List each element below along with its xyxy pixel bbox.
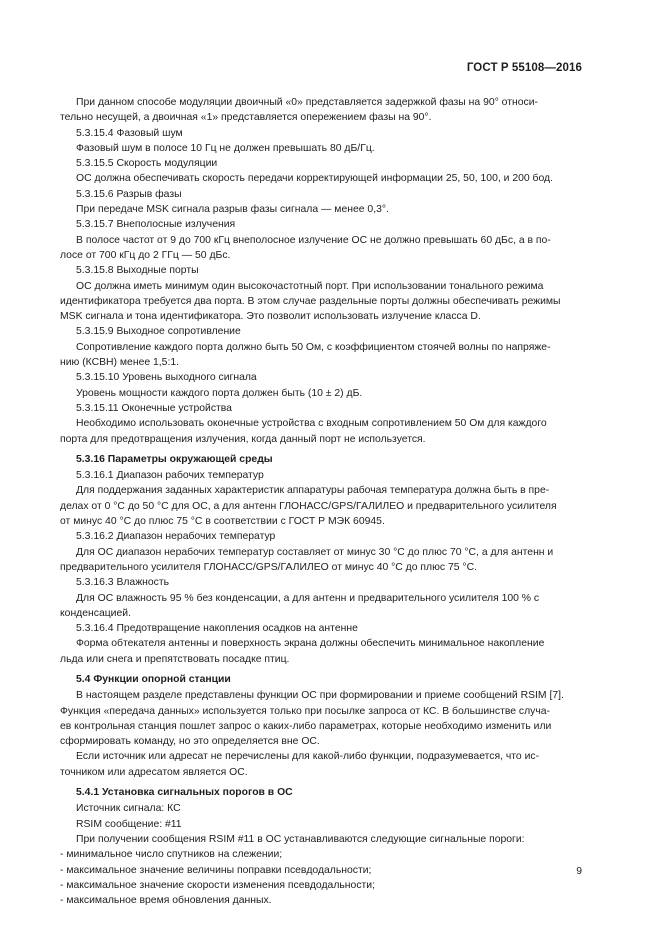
subsection-heading: 5.3.16.2 Диапазон нерабочих температур xyxy=(76,531,276,543)
text-line: Для ОС влажность 95 % без конденсации, а для антенн и предварительного усилителя 100 % с xyxy=(76,592,540,604)
text-line: RSIM сообщение: #11 xyxy=(76,818,182,830)
section-heading-environment: 5.3.16 Параметры окружающей среды xyxy=(76,453,273,465)
subsection-heading: 5.3.15.10 Уровень выходного сигнала xyxy=(76,372,257,384)
text-line: Если источник или адресат не перечислены для какой-либо функции, подразумевается, что ис- xyxy=(76,751,540,763)
page-number: 9 xyxy=(576,866,582,877)
text-line: Необходимо использовать оконечные устройства с входным сопротивлением 50 Ом для каждого xyxy=(76,418,547,430)
subsection-heading: 5.3.16.4 Предотвращение накопления осадков на антенне xyxy=(76,623,358,635)
list-item: - максимальное время обновления данных. xyxy=(60,895,272,907)
subsection-heading: 5.3.15.5 Скорость модуляции xyxy=(76,158,218,170)
subsection-heading: 5.3.15.4 Фазовый шум xyxy=(76,127,183,139)
text-line: Фазовый шум в полосе 10 Гц не должен превышать 80 дБ/Гц. xyxy=(76,142,375,154)
subsection-heading: 5.3.16.1 Диапазон рабочих температур xyxy=(76,470,264,482)
text-line: В полосе частот от 9 до 700 кГц внеполосное излучение ОС не должно превышать 60 дБс, а в по- xyxy=(76,234,551,246)
text-line: точником или адресатом является ОС. xyxy=(60,766,248,778)
list-item: - максимальное значение величины поправки псевдодальности; xyxy=(60,864,372,876)
text-line: MSK сигнала и тона идентификатора. Это позволит использовать излучение класса D. xyxy=(60,311,481,323)
text-line: При данном способе модуляции двоичный «0» представляется задержкой фазы на 90° относи- xyxy=(76,97,538,108)
text-line: делах от 0 °С до 50 °С для ОС, а для антенн ГЛОНАСС/GPS/ГАЛИЛЕО и предварительного усилителя xyxy=(60,500,557,512)
list-item: - минимальное число спутников на слежении; xyxy=(60,849,283,861)
subsection-heading: 5.3.16.3 Влажность xyxy=(76,577,170,589)
text-line: Форма обтекателя антенны и поверхность экрана должны обеспечить минимальное накопление xyxy=(76,638,545,650)
text-line: от минус 40 °С до плюс 75 °С в соответствии с ГОСТ Р МЭК 60945. xyxy=(60,516,385,528)
text-line: Источник сигнала: КС xyxy=(76,803,181,815)
document-code-header: ГОСТ Р 55108—2016 xyxy=(466,62,582,74)
text-line: ОС должна обеспечивать скорость передачи корректирующей информации 25, 50, 100, и 200 бод. xyxy=(76,173,553,185)
text-line: При передаче MSK сигнала разрыв фазы сигнала — менее 0,3°. xyxy=(76,204,389,216)
text-line: нию (КСВН) менее 1,5:1. xyxy=(60,357,180,369)
subsection-heading: 5.3.15.6 Разрыв фазы xyxy=(76,188,182,200)
text-line: ОС должна иметь минимум один высокочастотный порт. При использовании тонального режима xyxy=(76,280,544,292)
list-item: - максимальное значение скорости изменения псевдодальности; xyxy=(60,879,375,891)
text-line: Для ОС диапазон нерабочих температур составляет от минус 30 °С до плюс 70 °С, а для антенн и xyxy=(76,546,554,558)
subsection-heading: 5.3.15.8 Выходные порты xyxy=(76,265,199,277)
text-line: При получении сообщения RSIM #11 в ОС устанавливаются следующие сигнальные пороги: xyxy=(76,833,525,845)
text-line: предварительного усилителя ГЛОНАСС/GPS/ГАЛИЛЕО от минус 40 °С до плюс 75 °С. xyxy=(60,561,477,573)
text-line: В настоящем разделе представлены функции ОС при формировании и приеме сообщений RSIM [7]. xyxy=(76,690,564,702)
text-line: идентификатора требуется два порта. В этом случае раздельные порты должны обеспечивать режимы xyxy=(60,295,561,307)
text-line: порта для предотвращения излучения, когда данный порт не используется. xyxy=(60,433,426,445)
subsection-heading: 5.3.15.7 Внеполосные излучения xyxy=(76,219,236,231)
text-line: сформировать команду, но это определяется вне ОС. xyxy=(60,736,320,748)
text-line: Уровень мощности каждого порта должен быть (10 ± 2) дБ. xyxy=(76,387,363,399)
text-line: тельно несущей, а двоичная «1» представляется опережением фазы на 90°. xyxy=(60,112,432,124)
subsection-heading: 5.3.15.11 Оконечные устройства xyxy=(76,402,232,414)
section-heading-alarm-thresholds: 5.4.1 Установка сигнальных порогов в ОС xyxy=(76,787,293,799)
subsection-heading: 5.3.15.9 Выходное сопротивление xyxy=(76,326,241,338)
text-line: лосе от 700 кГц до 2 ГГц — 50 дБс. xyxy=(60,249,231,261)
text-line: льда или снега и препятствовать посадке птиц. xyxy=(60,653,290,665)
text-line: конденсацией. xyxy=(60,607,131,619)
document-body xyxy=(60,95,582,908)
text-line: Сопротивление каждого порта должно быть 50 Ом, с коэффициентом стоячей волны по напряже- xyxy=(76,341,551,353)
text-line: ев контрольная станция пошлет запрос о каких-либо параметрах, которые необходимо изменить или xyxy=(60,720,552,732)
section-heading-reference-station: 5.4 Функции опорной станции xyxy=(76,673,231,685)
text-line: Функция «передача данных» используется только при посылке запроса от КС. В большинстве случа- xyxy=(60,705,551,717)
text-line: Для поддержания заданных характеристик аппаратуры рабочая температура должна быть в пре- xyxy=(76,485,550,497)
